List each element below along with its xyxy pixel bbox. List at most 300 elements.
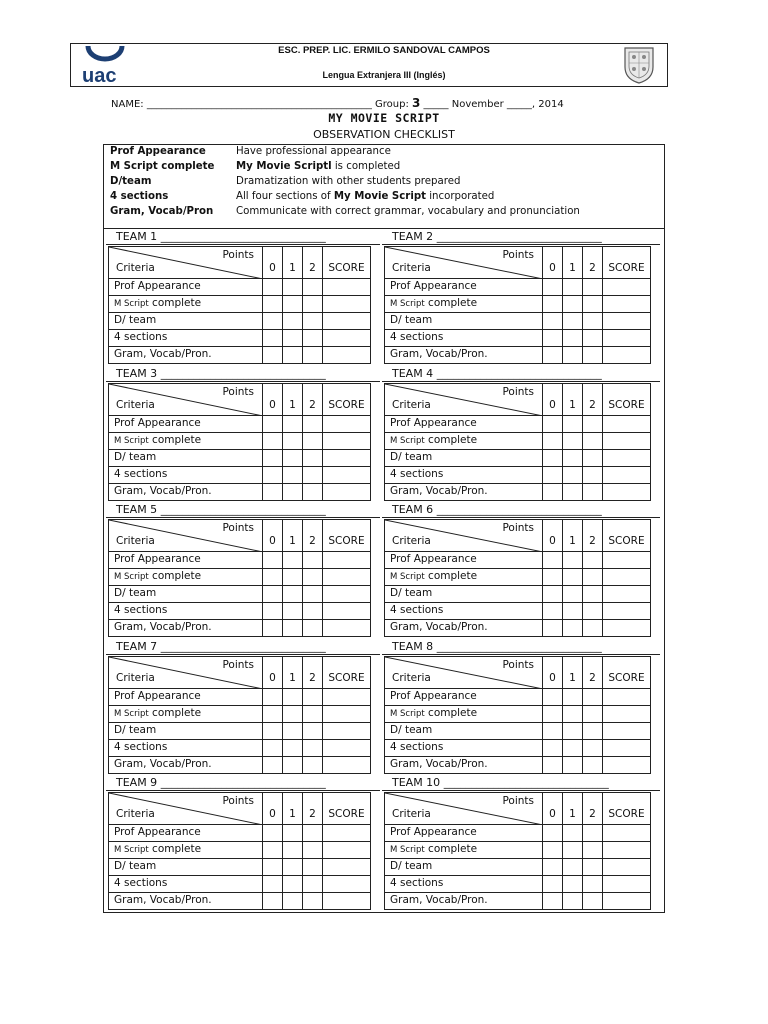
criterion-label: [109, 893, 263, 910]
score-total-cell[interactable]: [323, 467, 371, 484]
score-total-cell[interactable]: [603, 313, 651, 330]
score-total-cell[interactable]: [603, 842, 651, 859]
score-checkbox-cell[interactable]: [303, 859, 323, 876]
score-checkbox-cell[interactable]: [543, 893, 563, 910]
rubric-row: [385, 450, 651, 467]
score-checkbox-cell[interactable]: [583, 347, 603, 364]
score-checkbox-cell[interactable]: [263, 330, 283, 347]
criterion-label: [385, 825, 543, 842]
score-total-cell[interactable]: [323, 569, 371, 586]
criteria-points-cell: [385, 520, 543, 552]
criterion-label: [109, 313, 263, 330]
score-total-cell[interactable]: [323, 330, 371, 347]
score-checkbox-cell[interactable]: [543, 740, 563, 757]
logo-text: uac: [82, 65, 117, 86]
criterion-label: [385, 347, 543, 364]
score-total-cell[interactable]: [603, 706, 651, 723]
score-checkbox-cell[interactable]: [303, 552, 323, 569]
score-checkbox-cell[interactable]: [583, 569, 603, 586]
rubric-row: [109, 723, 371, 740]
score-checkbox-cell[interactable]: [583, 484, 603, 501]
score-checkbox-cell[interactable]: [583, 313, 603, 330]
score-total-cell[interactable]: [323, 433, 371, 450]
criterion-text: Prof Appearance: [114, 826, 201, 838]
score-checkbox-cell[interactable]: [283, 450, 303, 467]
document-subtitle: OBSERVATION CHECKLIST: [313, 128, 455, 141]
rubric-row: [385, 313, 651, 330]
score-checkbox-cell[interactable]: [563, 689, 583, 706]
score-checkbox-cell[interactable]: [543, 603, 563, 620]
score-checkbox-cell[interactable]: [303, 620, 323, 637]
name-blank[interactable]: _____________________________________________: [146, 99, 372, 110]
score-total-cell[interactable]: [603, 876, 651, 893]
score-checkbox-cell[interactable]: [583, 450, 603, 467]
score-total-cell[interactable]: [323, 552, 371, 569]
school-name: ESC. PREP. LIC. ERMILO SANDOVAL CAMPOS: [278, 45, 490, 56]
score-checkbox-cell[interactable]: [563, 876, 583, 893]
score-checkbox-cell[interactable]: [543, 859, 563, 876]
score-checkbox-cell[interactable]: [583, 433, 603, 450]
score-checkbox-cell[interactable]: [583, 859, 603, 876]
score-checkbox-cell[interactable]: [263, 706, 283, 723]
score-checkbox-cell[interactable]: [583, 296, 603, 313]
criterion-prefix: M Script: [114, 572, 149, 582]
score-checkbox-cell[interactable]: [283, 757, 303, 774]
criterion-text: Gram, Vocab/Pron.: [390, 348, 488, 360]
team-name-blank[interactable]: ______________________________: [160, 776, 326, 789]
score-checkbox-cell[interactable]: [303, 723, 323, 740]
legend-key: Prof Appearance: [110, 146, 206, 157]
score-checkbox-cell[interactable]: [283, 467, 303, 484]
score-checkbox-cell[interactable]: [563, 467, 583, 484]
score-checkbox-cell[interactable]: [303, 416, 323, 433]
team-header: [392, 367, 602, 380]
score-checkbox-cell[interactable]: [583, 279, 603, 296]
score-total-cell[interactable]: [323, 757, 371, 774]
score-total-cell[interactable]: [323, 893, 371, 910]
score-total-cell[interactable]: [603, 296, 651, 313]
score-checkbox-cell[interactable]: [283, 552, 303, 569]
score-checkbox-cell[interactable]: [263, 416, 283, 433]
score-checkbox-cell[interactable]: [283, 484, 303, 501]
legend-desc: is completed: [331, 161, 401, 172]
score-checkbox-cell[interactable]: [263, 313, 283, 330]
criterion-text: Prof Appearance: [390, 826, 477, 838]
score-checkbox-cell[interactable]: [583, 552, 603, 569]
score-checkbox-cell[interactable]: [303, 433, 323, 450]
score-total-cell[interactable]: [323, 723, 371, 740]
score-checkbox-cell[interactable]: [563, 416, 583, 433]
score-checkbox-cell[interactable]: [543, 296, 563, 313]
score-checkbox-cell[interactable]: [563, 484, 583, 501]
score-checkbox-cell[interactable]: [303, 757, 323, 774]
criterion-label: [109, 416, 263, 433]
criterion-label: [385, 450, 543, 467]
score-checkbox-cell[interactable]: [583, 723, 603, 740]
score-checkbox-cell[interactable]: [563, 569, 583, 586]
team-name-blank[interactable]: ______________________________: [160, 503, 326, 516]
team-label: TEAM 6: [392, 503, 434, 516]
score-total-cell[interactable]: [323, 347, 371, 364]
score-total-cell[interactable]: [323, 603, 371, 620]
score-checkbox-cell[interactable]: [543, 586, 563, 603]
criterion-text: Prof Appearance: [114, 280, 201, 292]
criterion-label: [385, 740, 543, 757]
legend-desc-bold: My Movie Script: [333, 191, 426, 202]
score-checkbox-cell[interactable]: [263, 689, 283, 706]
score-column-header: SCORE: [323, 247, 371, 279]
group-value[interactable]: 3: [412, 96, 421, 110]
score-checkbox-cell[interactable]: [583, 620, 603, 637]
score-checkbox-cell[interactable]: [263, 467, 283, 484]
rubric-header-row: [109, 520, 371, 552]
score-checkbox-cell[interactable]: [303, 842, 323, 859]
score-checkbox-cell[interactable]: [263, 484, 283, 501]
score-total-cell[interactable]: [323, 313, 371, 330]
score-checkbox-cell[interactable]: [563, 825, 583, 842]
score-checkbox-cell[interactable]: [303, 586, 323, 603]
rubric-row: [109, 859, 371, 876]
score-checkbox-cell[interactable]: [543, 279, 563, 296]
score-checkbox-cell[interactable]: [283, 433, 303, 450]
score-total-cell[interactable]: [323, 416, 371, 433]
score-total-cell[interactable]: [323, 484, 371, 501]
rubric-row: [109, 467, 371, 484]
score-checkbox-cell[interactable]: [563, 279, 583, 296]
score-checkbox-cell[interactable]: [283, 296, 303, 313]
score-checkbox-cell[interactable]: [283, 740, 303, 757]
score-checkbox-cell[interactable]: [303, 330, 323, 347]
score-checkbox-cell[interactable]: [583, 689, 603, 706]
score-checkbox-cell[interactable]: [303, 347, 323, 364]
score-checkbox-cell[interactable]: [583, 842, 603, 859]
score-total-cell[interactable]: [323, 859, 371, 876]
score-level-header: 2: [583, 247, 603, 279]
score-checkbox-cell[interactable]: [303, 450, 323, 467]
score-checkbox-cell[interactable]: [563, 552, 583, 569]
group-blank: _____: [420, 99, 452, 110]
score-checkbox-cell[interactable]: [283, 723, 303, 740]
team-label: TEAM 3: [116, 367, 158, 380]
score-total-cell[interactable]: [323, 876, 371, 893]
score-checkbox-cell[interactable]: [283, 279, 303, 296]
score-checkbox-cell[interactable]: [263, 723, 283, 740]
criteria-points-cell: [109, 793, 263, 825]
score-checkbox-cell[interactable]: [583, 706, 603, 723]
score-level-header: 1: [283, 384, 303, 416]
score-checkbox-cell[interactable]: [563, 433, 583, 450]
score-checkbox-cell[interactable]: [583, 586, 603, 603]
score-checkbox-cell[interactable]: [563, 740, 583, 757]
score-checkbox-cell[interactable]: [543, 484, 563, 501]
score-checkbox-cell[interactable]: [583, 603, 603, 620]
score-checkbox-cell[interactable]: [283, 893, 303, 910]
rubric-row: [385, 620, 651, 637]
score-checkbox-cell[interactable]: [543, 706, 563, 723]
score-checkbox-cell[interactable]: [263, 450, 283, 467]
team-header: [116, 503, 326, 516]
criterion-text: 4 sections: [390, 468, 444, 480]
score-level-header: 1: [563, 793, 583, 825]
score-checkbox-cell[interactable]: [263, 552, 283, 569]
score-total-cell[interactable]: [603, 279, 651, 296]
score-checkbox-cell[interactable]: [583, 330, 603, 347]
team-header: [392, 503, 602, 516]
criterion-label: [109, 842, 263, 859]
criteria-label: Criteria: [392, 535, 431, 547]
score-checkbox-cell[interactable]: [563, 450, 583, 467]
score-checkbox-cell[interactable]: [543, 450, 563, 467]
team-header: [116, 640, 326, 653]
score-checkbox-cell[interactable]: [283, 586, 303, 603]
score-total-cell[interactable]: [603, 569, 651, 586]
score-checkbox-cell[interactable]: [303, 893, 323, 910]
score-level-header: 0: [543, 657, 563, 689]
score-total-cell[interactable]: [603, 347, 651, 364]
team-name-blank[interactable]: ______________________________: [436, 367, 602, 380]
criterion-label: [385, 842, 543, 859]
rubric-table: [108, 519, 371, 637]
score-checkbox-cell[interactable]: [563, 859, 583, 876]
score-checkbox-cell[interactable]: [563, 330, 583, 347]
score-checkbox-cell[interactable]: [263, 603, 283, 620]
criterion-label: [385, 279, 543, 296]
score-checkbox-cell[interactable]: [543, 689, 563, 706]
score-total-cell[interactable]: [603, 757, 651, 774]
score-checkbox-cell[interactable]: [283, 825, 303, 842]
score-checkbox-cell[interactable]: [583, 825, 603, 842]
criterion-prefix: M Script: [390, 572, 425, 582]
score-checkbox-cell[interactable]: [283, 842, 303, 859]
score-total-cell[interactable]: [323, 706, 371, 723]
date-text[interactable]: November _____, 2014: [451, 99, 564, 110]
score-checkbox-cell[interactable]: [283, 876, 303, 893]
score-level-header: 1: [283, 657, 303, 689]
score-checkbox-cell[interactable]: [303, 603, 323, 620]
team-header: [116, 367, 326, 380]
rubric-table: [384, 246, 651, 364]
score-total-cell[interactable]: [323, 586, 371, 603]
team-name-blank[interactable]: ______________________________: [436, 640, 602, 653]
score-checkbox-cell[interactable]: [563, 706, 583, 723]
score-checkbox-cell[interactable]: [543, 825, 563, 842]
criterion-prefix: M Script: [114, 436, 149, 446]
score-total-cell[interactable]: [323, 842, 371, 859]
score-checkbox-cell[interactable]: [543, 330, 563, 347]
score-checkbox-cell[interactable]: [263, 876, 283, 893]
score-checkbox-cell[interactable]: [263, 347, 283, 364]
rubric-row: [109, 569, 371, 586]
score-checkbox-cell[interactable]: [263, 586, 283, 603]
score-checkbox-cell[interactable]: [303, 279, 323, 296]
score-total-cell[interactable]: [323, 689, 371, 706]
score-checkbox-cell[interactable]: [583, 416, 603, 433]
score-total-cell[interactable]: [603, 723, 651, 740]
score-checkbox-cell[interactable]: [583, 740, 603, 757]
legend-key: D/team: [110, 176, 152, 187]
score-total-cell[interactable]: [603, 416, 651, 433]
score-total-cell[interactable]: [603, 586, 651, 603]
score-checkbox-cell[interactable]: [263, 740, 283, 757]
score-checkbox-cell[interactable]: [543, 313, 563, 330]
score-checkbox-cell[interactable]: [283, 416, 303, 433]
score-checkbox-cell[interactable]: [303, 876, 323, 893]
score-checkbox-cell[interactable]: [543, 347, 563, 364]
team-header: [116, 776, 326, 789]
criterion-label: [109, 552, 263, 569]
score-checkbox-cell[interactable]: [543, 467, 563, 484]
score-checkbox-cell[interactable]: [543, 842, 563, 859]
score-checkbox-cell[interactable]: [563, 313, 583, 330]
score-checkbox-cell[interactable]: [543, 620, 563, 637]
score-level-header: 0: [263, 793, 283, 825]
score-total-cell[interactable]: [603, 620, 651, 637]
score-level-header: 0: [543, 793, 563, 825]
score-checkbox-cell[interactable]: [263, 825, 283, 842]
score-checkbox-cell[interactable]: [283, 603, 303, 620]
score-checkbox-cell[interactable]: [263, 757, 283, 774]
team-rule: [106, 517, 380, 518]
score-checkbox-cell[interactable]: [303, 313, 323, 330]
score-total-cell[interactable]: [603, 893, 651, 910]
score-checkbox-cell[interactable]: [263, 433, 283, 450]
score-total-cell[interactable]: [323, 620, 371, 637]
score-total-cell[interactable]: [603, 859, 651, 876]
score-checkbox-cell[interactable]: [583, 876, 603, 893]
score-checkbox-cell[interactable]: [543, 552, 563, 569]
score-checkbox-cell[interactable]: [563, 842, 583, 859]
seal-icon: [620, 45, 658, 85]
score-checkbox-cell[interactable]: [303, 484, 323, 501]
score-checkbox-cell[interactable]: [543, 876, 563, 893]
team-header: [116, 230, 326, 243]
score-checkbox-cell[interactable]: [283, 313, 303, 330]
score-checkbox-cell[interactable]: [543, 416, 563, 433]
score-checkbox-cell[interactable]: [303, 467, 323, 484]
criterion-text: Gram, Vocab/Pron.: [114, 348, 212, 360]
rubric-row: [109, 876, 371, 893]
score-checkbox-cell[interactable]: [563, 296, 583, 313]
score-checkbox-cell[interactable]: [563, 723, 583, 740]
score-total-cell[interactable]: [603, 467, 651, 484]
score-checkbox-cell[interactable]: [263, 893, 283, 910]
criterion-label: [109, 586, 263, 603]
criterion-text: complete: [148, 707, 202, 719]
legend-row: [110, 191, 494, 202]
criterion-text: D/ team: [390, 860, 433, 872]
score-checkbox-cell[interactable]: [583, 467, 603, 484]
score-checkbox-cell[interactable]: [263, 859, 283, 876]
score-checkbox-cell[interactable]: [543, 433, 563, 450]
legend-row: [110, 206, 580, 217]
score-total-cell[interactable]: [603, 330, 651, 347]
score-level-header: 2: [303, 657, 323, 689]
score-total-cell[interactable]: [603, 552, 651, 569]
score-checkbox-cell[interactable]: [563, 620, 583, 637]
score-checkbox-cell[interactable]: [263, 279, 283, 296]
team-name-blank[interactable]: ______________________________: [160, 230, 326, 243]
score-checkbox-cell[interactable]: [303, 689, 323, 706]
criterion-text: complete: [424, 707, 478, 719]
team-name-blank[interactable]: ______________________________: [436, 503, 602, 516]
score-checkbox-cell[interactable]: [263, 620, 283, 637]
score-checkbox-cell[interactable]: [563, 603, 583, 620]
rubric-row: [385, 279, 651, 296]
score-total-cell[interactable]: [603, 433, 651, 450]
rubric-header-row: [109, 657, 371, 689]
score-checkbox-cell[interactable]: [303, 296, 323, 313]
team-name-blank[interactable]: ______________________________: [443, 776, 609, 789]
score-total-cell[interactable]: [323, 740, 371, 757]
score-column-header: SCORE: [603, 247, 651, 279]
score-total-cell[interactable]: [603, 450, 651, 467]
score-checkbox-cell[interactable]: [563, 893, 583, 910]
legend-desc: Communicate with correct grammar, vocabulary and pronunciation: [236, 206, 580, 217]
score-checkbox-cell[interactable]: [283, 347, 303, 364]
rubric-row: [385, 296, 651, 313]
score-checkbox-cell[interactable]: [563, 347, 583, 364]
score-total-cell[interactable]: [603, 740, 651, 757]
criteria-label: Criteria: [392, 399, 431, 411]
score-checkbox-cell[interactable]: [303, 569, 323, 586]
score-total-cell[interactable]: [323, 825, 371, 842]
score-total-cell[interactable]: [323, 279, 371, 296]
score-checkbox-cell[interactable]: [283, 330, 303, 347]
score-total-cell[interactable]: [323, 296, 371, 313]
score-checkbox-cell[interactable]: [303, 825, 323, 842]
team-label: TEAM 7: [116, 640, 158, 653]
team-rule: [106, 790, 380, 791]
points-label: Points: [502, 659, 534, 671]
legend-row: [110, 161, 400, 172]
criterion-label: [385, 416, 543, 433]
team-rule: [382, 790, 660, 791]
score-total-cell[interactable]: [323, 450, 371, 467]
score-level-header: 2: [303, 384, 323, 416]
score-checkbox-cell[interactable]: [543, 569, 563, 586]
document-title: MY MOVIE SCRIPT: [328, 111, 440, 125]
score-checkbox-cell[interactable]: [303, 706, 323, 723]
score-checkbox-cell[interactable]: [283, 689, 303, 706]
score-checkbox-cell[interactable]: [283, 569, 303, 586]
score-checkbox-cell[interactable]: [583, 757, 603, 774]
score-total-cell[interactable]: [603, 484, 651, 501]
score-checkbox-cell[interactable]: [563, 586, 583, 603]
rubric-row: [385, 603, 651, 620]
score-checkbox-cell[interactable]: [543, 757, 563, 774]
score-total-cell[interactable]: [603, 689, 651, 706]
score-checkbox-cell[interactable]: [283, 859, 303, 876]
score-checkbox-cell[interactable]: [283, 620, 303, 637]
score-checkbox-cell[interactable]: [543, 723, 563, 740]
score-checkbox-cell[interactable]: [563, 757, 583, 774]
criterion-text: D/ team: [114, 451, 157, 463]
score-checkbox-cell[interactable]: [303, 740, 323, 757]
team-name-blank[interactable]: ______________________________: [160, 640, 326, 653]
score-checkbox-cell[interactable]: [583, 893, 603, 910]
score-checkbox-cell[interactable]: [263, 296, 283, 313]
team-name-blank[interactable]: ______________________________: [436, 230, 602, 243]
score-checkbox-cell[interactable]: [263, 569, 283, 586]
criterion-label: [385, 330, 543, 347]
score-total-cell[interactable]: [603, 825, 651, 842]
legend-divider: [103, 228, 665, 229]
score-total-cell[interactable]: [603, 603, 651, 620]
team-name-blank[interactable]: ______________________________: [160, 367, 326, 380]
score-level-header: 2: [583, 657, 603, 689]
score-checkbox-cell[interactable]: [263, 842, 283, 859]
score-checkbox-cell[interactable]: [283, 706, 303, 723]
